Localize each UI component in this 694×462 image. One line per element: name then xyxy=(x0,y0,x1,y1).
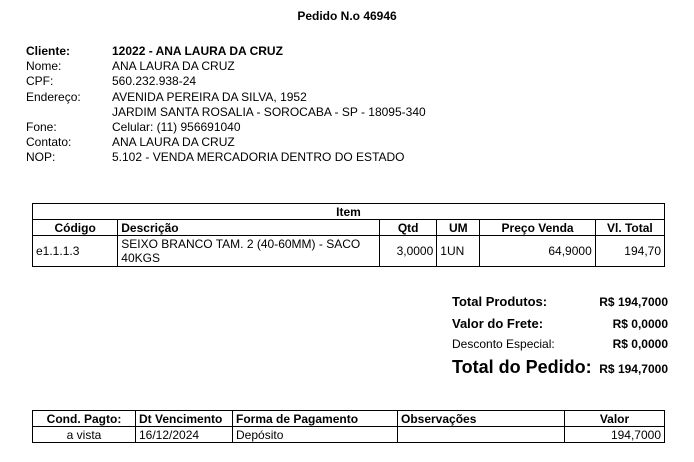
endereco-label-spacer xyxy=(26,105,112,120)
pay-obs xyxy=(398,427,565,443)
endereco-row xyxy=(26,90,426,105)
pay-cond: a vista xyxy=(33,427,136,443)
table-row xyxy=(33,236,665,267)
desconto-label: Desconto Especial: xyxy=(452,337,555,351)
col-forma: Forma de Pagamento xyxy=(233,411,398,427)
items-table xyxy=(32,203,665,267)
nop-value: 5.102 - VENDA MERCADORIA DENTRO DO ESTADO xyxy=(112,150,405,165)
valor-frete-value: R$ 0,0000 xyxy=(612,317,668,331)
cliente-label: Cliente: xyxy=(26,44,71,58)
nome-value: ANA LAURA DA CRUZ xyxy=(112,59,235,74)
col-obs: Observações xyxy=(398,411,565,427)
item-preco: 64,9000 xyxy=(480,236,595,267)
total-produtos-value: R$ 194,7000 xyxy=(599,295,668,309)
valor-frete-row xyxy=(452,316,668,337)
col-um: UM xyxy=(437,220,480,236)
cliente-row xyxy=(26,44,426,59)
item-um: 1UN xyxy=(437,236,480,267)
total-pedido-value: R$ 194,7000 xyxy=(599,362,668,376)
col-descricao: Descrição xyxy=(118,220,380,236)
desconto-value: R$ 0,0000 xyxy=(612,337,668,351)
items-caption: Item xyxy=(33,204,665,220)
total-pedido-label: Total do Pedido: xyxy=(452,357,592,377)
desconto-row xyxy=(452,337,668,357)
nome-row xyxy=(26,59,426,74)
endereco-row-2 xyxy=(26,105,426,120)
cliente-value: 12022 - ANA LAURA DA CRUZ xyxy=(112,44,283,58)
total-pedido-row xyxy=(452,357,668,381)
col-preco: Preço Venda xyxy=(480,220,595,236)
endereco-line1: AVENIDA PEREIRA DA SILVA, 1952 xyxy=(112,89,307,104)
total-produtos-label: Total Produtos: xyxy=(452,294,548,309)
item-total: 194,70 xyxy=(595,236,664,267)
contato-value: ANA LAURA DA CRUZ xyxy=(112,135,235,150)
pay-forma: Depósito xyxy=(233,427,398,443)
item-qtd: 3,0000 xyxy=(380,236,437,267)
nop-row xyxy=(26,150,426,165)
fone-label: Fone: xyxy=(26,119,57,134)
pay-vencimento: 16/12/2024 xyxy=(136,427,233,443)
contato-label: Contato: xyxy=(26,135,72,150)
nome-label: Nome: xyxy=(26,59,62,74)
cpf-row xyxy=(26,74,426,89)
item-codigo: e1.1.1.3 xyxy=(33,236,118,267)
total-produtos-row xyxy=(452,294,668,316)
fone-value: Celular: (11) 956691040 xyxy=(112,119,241,134)
nop-label: NOP: xyxy=(26,150,56,165)
col-codigo: Código xyxy=(33,220,118,236)
pay-valor: 194,7000 xyxy=(565,427,665,443)
col-vencimento: Dt Vencimento xyxy=(136,411,233,427)
endereco-line2: JARDIM SANTA ROSALIA - SOROCABA - SP - 18095-340 xyxy=(112,104,426,119)
table-row xyxy=(33,427,665,443)
cpf-label: CPF: xyxy=(26,74,54,89)
endereco-label: Endereço: xyxy=(26,89,81,104)
payment-table xyxy=(32,410,665,443)
fone-row xyxy=(26,120,426,135)
page-title: Pedido N.o 46946 xyxy=(297,9,397,23)
item-descricao: SEIXO BRANCO TAM. 2 (40-60MM) - SACO 40KGS xyxy=(118,236,380,267)
totals-panel xyxy=(452,294,668,381)
client-info xyxy=(26,44,426,166)
contato-row xyxy=(26,135,426,150)
col-total: Vl. Total xyxy=(595,220,664,236)
col-cond: Cond. Pagto: xyxy=(33,411,136,427)
col-qtd: Qtd xyxy=(380,220,437,236)
valor-frete-label: Valor do Frete: xyxy=(452,316,544,331)
col-valor: Valor xyxy=(565,411,665,427)
cpf-value: 560.232.938-24 xyxy=(112,74,197,89)
